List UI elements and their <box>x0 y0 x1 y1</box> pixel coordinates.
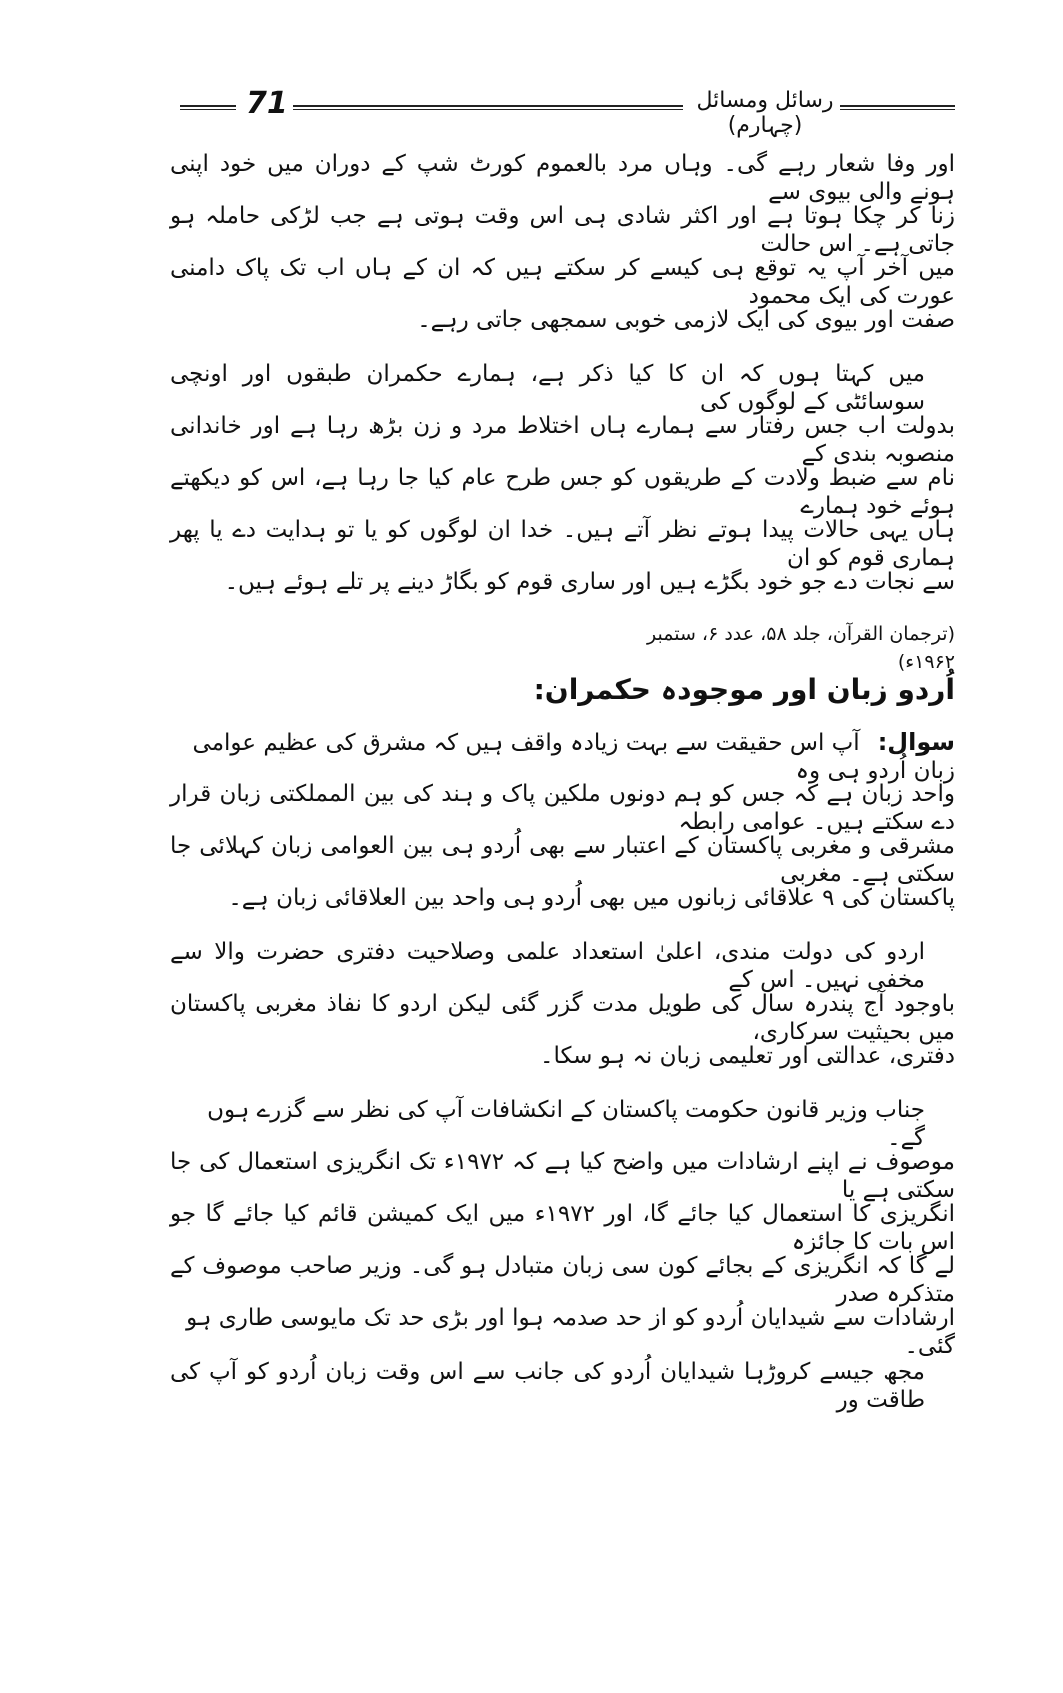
text-line: موصوف نے اپنے ارشادات میں واضح کیا ہے کہ ۱۹۷۲ء تک انگریزی استعمال کی جا سکتی ہے یا <box>170 1149 955 1203</box>
text-line: زنا کر چکا ہوتا ہے اور اکثر شادی ہی اس وقت ہوتی ہے جب لڑکی حاملہ ہو جاتی ہے۔ اس حالت <box>170 203 955 257</box>
text-line: لے گا کہ انگریزی کے بجائے کون سی زبان متبادل ہو گی۔ وزیر صاحب موصوف کے متذکرہ صدر <box>170 1253 955 1307</box>
text-line: اردو کی دولت مندی، اعلیٰ استعداد علمی وصلاحیت دفتری حضرت والا سے مخفی نہیں۔ اس کے <box>170 939 925 993</box>
text-line: بدولت اب جس رفتار سے ہمارے ہاں اختلاط مرد و زن بڑھ رہا ہے اور خاندانی منصوبہ بندی کے <box>170 413 955 467</box>
running-title: رسائل ومسائل (چہارم) <box>696 88 834 138</box>
section-heading: اُردو زبان اور موجودہ حکمران: <box>533 673 955 706</box>
text-line: پاکستان کی ۹ علاقائی زبانوں میں بھی اُردو ہی واحد بین العلاقائی زبان ہے۔ <box>228 885 955 911</box>
citation: (ترجمان القرآن، جلد ۵۸، عدد ۶، ستمبر ۱۹۶۲ء) <box>647 623 955 673</box>
header-rule-left <box>180 105 236 110</box>
text-line: انگریزی کا استعمال کیا جائے گا، اور ۱۹۷۲ء میں ایک کمیشن قائم کیا جائے گا جو اس بات کا جائزہ <box>170 1201 955 1255</box>
page-number: 71 <box>246 86 288 121</box>
text-line: باوجود آج پندرہ سال کی طویل مدت گزر گئی لیکن اردو کا نفاذ مغربی پاکستان میں بحیثیت سرکاری، <box>170 991 955 1045</box>
text-line: صفت اور بیوی کی ایک لازمی خوبی سمجھی جاتی رہے۔ <box>417 307 955 333</box>
text-line: مجھ جیسے کروڑہا شیدایان اُردو کی جانب سے اس وقت زبان اُردو کو آپ کی طاقت ور <box>170 1359 925 1413</box>
header-rule-middle <box>293 105 683 110</box>
text-line: ارشادات سے شیدایان اُردو کو از حد صدمہ ہوا اور بڑی حد تک مایوسی طاری ہو گئی۔ <box>186 1305 955 1359</box>
question-line <box>170 728 955 785</box>
text-line: دفتری، عدالتی اور تعلیمی زبان نہ ہو سکا۔ <box>540 1043 955 1069</box>
header-rule-right <box>840 105 955 110</box>
text-line: ہاں یہی حالات پیدا ہوتے نظر آتے ہیں۔ خدا ان لوگوں کو یا تو ہدایت دے یا پھر ہماری قوم کو ان <box>170 517 955 571</box>
text-line: نام سے ضبط ولادت کے طریقوں کو جس طرح عام کیا جا رہا ہے، اس کو دیکھتے ہوئے خود ہمارے <box>170 465 955 519</box>
text-line: جناب وزیر قانون حکومت پاکستان کے انکشافات آپ کی نظر سے گزرے ہوں گے۔ <box>207 1097 925 1151</box>
text-line: واحد زبان ہے کہ جس کو ہم دونوں ملکین پاک و ہند کی بین المملکتی زبان قرار دے سکتے ہیں۔ عوامی رابطہ <box>170 781 955 835</box>
text-line: میں آخر آپ یہ توقع ہی کیسے کر سکتے ہیں کہ ان کے ہاں اب تک پاک دامنی عورت کی ایک محمود <box>170 255 955 309</box>
text-line: اور وفا شعار رہے گی۔ وہاں مرد بالعموم کورٹ شپ کے دوران میں خود اپنی ہونے والی بیوی سے <box>170 151 955 205</box>
text-line: سے نجات دے جو خود بگڑے ہیں اور ساری قوم کو بگاڑ دینے پر تلے ہوئے ہیں۔ <box>224 569 955 595</box>
question-text: آپ اس حقیقت سے بہت زیادہ واقف ہیں کہ مشرق کی عظیم عوامی زبان اُردو ہی وہ <box>192 730 955 784</box>
text-line: میں کہتا ہوں کہ ان کا کیا ذکر ہے، ہمارے حکمران طبقوں اور اونچی سوسائٹی کے لوگوں کی <box>170 361 925 415</box>
question-label: سوال: <box>877 728 955 756</box>
running-header <box>180 86 955 138</box>
text-line: مشرقی و مغربی پاکستان کے اعتبار سے بھی اُردو ہی بین العوامی زبان کہلائی جا سکتی ہے۔ مغربی <box>170 833 955 887</box>
